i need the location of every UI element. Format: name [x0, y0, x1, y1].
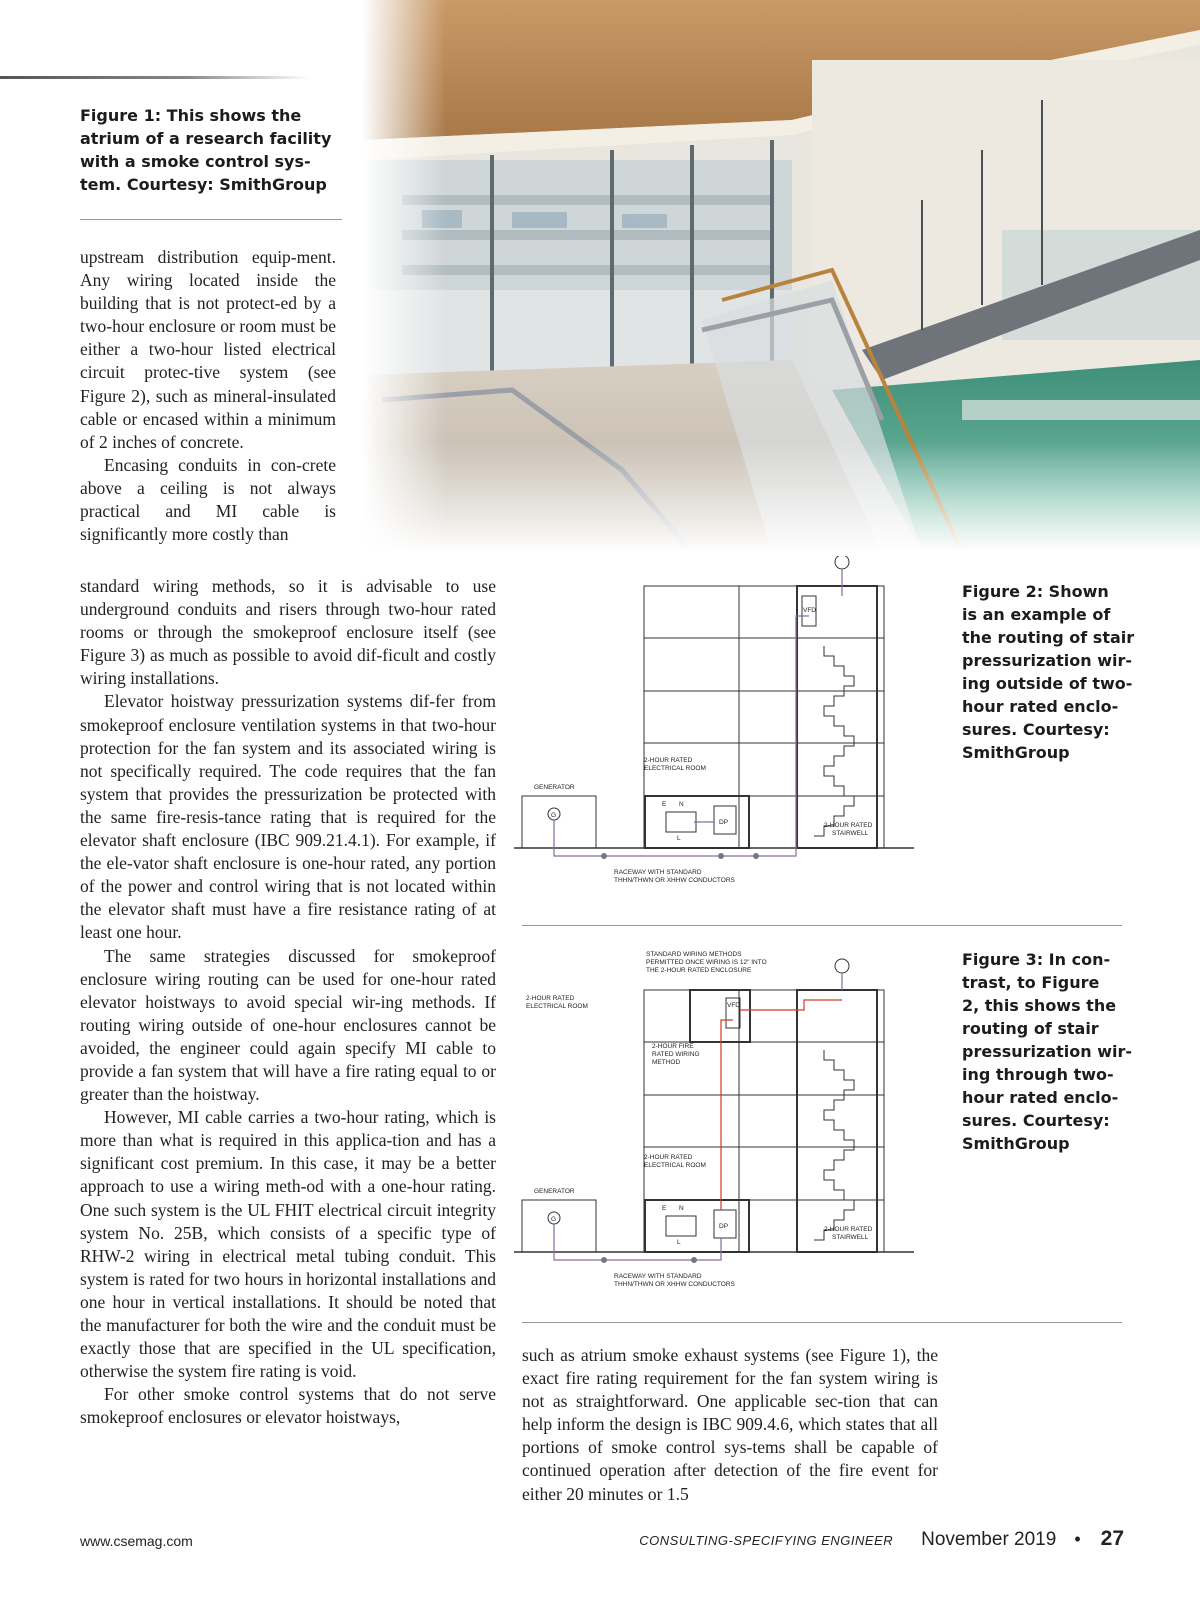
- fan-symbol: [835, 959, 849, 973]
- label-elec-room-1: 2-HOUR RATED: [644, 757, 693, 764]
- figure2-caption: Figure 2: Shown is an example of the routing of stair pressurization wir- ing outside of two- hour rated enclo- sures. Courtesy: SmithGroup: [962, 582, 1135, 762]
- upper-electrical-room: [690, 990, 750, 1042]
- label-stair-1: 2-HOUR RATED: [824, 822, 873, 829]
- header-rule: [0, 76, 310, 79]
- paragraph: The same strategies discussed for smokeproof enclosure wiring routing can be used for one-hour rated elevator hoistways to avoid special wir-ing methods. If routing wiring outside of one-hour enclosures cannot be avoided, the engineer could again specify MI cable to provide a fan system that will have a fire rating equal to or greater than the hoistway.: [80, 945, 496, 1105]
- figure2-wiring-diagram: [514, 556, 944, 901]
- footer-bullet: •: [1074, 1529, 1081, 1549]
- footer-date: November 2019: [921, 1529, 1057, 1550]
- stairwell: [797, 586, 877, 848]
- building-outline: [644, 990, 884, 1252]
- label-l: L: [677, 1239, 681, 1246]
- footer-website[interactable]: www.csemag.com: [80, 1533, 193, 1549]
- paragraph: upstream distribution equip-ment. Any wiring located inside the building that is not protect-ed by a two-hour enclosure or room must be either a two-hour listed electrical circuit protec-tive system (see Figure 2), such as mineral-insulated cable or encased within a minimum of 2 inches of concrete.: [80, 247, 336, 452]
- label-vfd: VFD: [803, 607, 816, 614]
- label-stair-2: STAIRWELL: [832, 1234, 869, 1241]
- label-fire-1: 2-HOUR FIRE: [652, 1043, 694, 1050]
- building-outline: [644, 586, 884, 848]
- column-left-text: [80, 575, 496, 1429]
- label-elec-room-2: ELECTRICAL ROOM: [644, 1162, 706, 1169]
- paragraph: For other smoke control systems that do not serve smokeproof enclosures or elevator hoistways,: [80, 1384, 496, 1428]
- column-top-text: [80, 246, 336, 546]
- label-n: N: [679, 801, 684, 808]
- label-upper-room-2: ELECTRICAL ROOM: [526, 1003, 588, 1010]
- label-g: G: [551, 812, 557, 819]
- label-fire-3: METHOD: [652, 1059, 681, 1066]
- label-std-3: THE 2-HOUR RATED ENCLOSURE: [646, 967, 752, 974]
- label-n: N: [679, 1205, 684, 1212]
- label-raceway-2: THHN/THWN OR XHHW CONDUCTORS: [614, 1281, 735, 1288]
- label-vfd: VFD: [727, 1002, 740, 1009]
- footer-magazine: CONSULTING-SPECIFYING ENGINEER: [639, 1533, 894, 1548]
- label-generator: GENERATOR: [534, 1188, 575, 1195]
- fan-symbol: [835, 556, 849, 569]
- label-elec-room-2: ELECTRICAL ROOM: [644, 765, 706, 772]
- label-std-2: PERMITTED ONCE WIRING IS 12" INTO: [646, 959, 767, 966]
- label-raceway-1: RACEWAY WITH STANDARD: [614, 869, 702, 876]
- paragraph: such as atrium smoke exhaust systems (see Figure 1), the exact fire rating requirement for the fan system wiring is not as straightforward. One applicable sec-tion that can help inform the design is IBC 909.4.6, which states that all portions of smoke control sys-tems shall be capable of continued operation after detection of the fire event for either 20 minutes or 1.5: [522, 1345, 938, 1504]
- figure-divider: [522, 1322, 1122, 1323]
- paragraph: However, MI cable carries a two-hour rating, which is more than what is required in this applica-tion and has a significant cost premium. In this case, it may be a better approach to use a wiring meth-od with a one-hour rating. One such system is the UL FHIT electrical circuit integrity system No. 25B, which consists of a specific type of RHW-2 wiring in electrical metal tubing conduit. This system is rated for two hours in horizontal installations and one hour in vertical installations. It should be noted that the manufacturer for both the wire and the conduit must be exactly those that are specified in the UL specification, otherwise the system fire rating is void.: [80, 1107, 496, 1382]
- paragraph: standard wiring methods, so it is advisable to use underground conduits and risers through two-hour rated rooms or through the smokeproof enclosure itself (see Figure 3) as much as possible to avoid dif-ficult and costly wiring installations.: [80, 576, 496, 689]
- standard-wiring: [554, 569, 842, 856]
- label-e: E: [662, 1205, 667, 1212]
- standard-wiring: [554, 973, 842, 1260]
- label-generator: GENERATOR: [534, 784, 575, 791]
- label-raceway-2: THHN/THWN OR XHHW CONDUCTORS: [614, 877, 735, 884]
- figure3-caption: Figure 3: In con- trast, to Figure 2, this shows the routing of stair pressurization wir- ing through two- hour rated enclo- sures. Courtesy: SmithGroup: [962, 950, 1132, 1153]
- label-elec-room-1: 2-HOUR RATED: [644, 1154, 693, 1161]
- label-e: E: [662, 801, 667, 808]
- paragraph: Elevator hoistway pressurization systems dif-fer from smokeproof enclosure ventilation systems in that two-hour protection for the fan system and its associated wiring is not specifically required. The code requires that the fan system that provides the pressurization be protected with the same fire-resis-tance rating that is required for the elevator shaft enclosure (IBC 909.21.4.1). For example, if the ele-vator shaft enclosure is one-hour rated, any portion of the power and control wiring that is not located within the elevator shaft must have a fire resistance rating of at least one hour.: [80, 691, 496, 943]
- column-right-text: [522, 1344, 938, 1506]
- generator-box: [522, 1200, 596, 1252]
- stairwell: [797, 990, 877, 1252]
- figure3-wiring-diagram: [514, 950, 944, 1310]
- paragraph: Encasing conduits in con-crete above a ceiling is not always practical and MI cable is significantly more costly than: [80, 454, 336, 545]
- atrium-illustration: [362, 0, 1200, 552]
- label-raceway-1: RACEWAY WITH STANDARD: [614, 1273, 702, 1280]
- page-number: 27: [1100, 1527, 1124, 1550]
- generator-box: [522, 796, 596, 848]
- label-l: L: [677, 835, 681, 842]
- caption-divider: [80, 219, 342, 220]
- label-g: G: [551, 1216, 557, 1223]
- figure1-atrium-photo: [362, 0, 1200, 552]
- label-upper-room-1: 2-HOUR RATED: [526, 995, 575, 1002]
- footer-info: [639, 1527, 1124, 1551]
- label-stair-2: STAIRWELL: [832, 830, 869, 837]
- label-dp: DP: [719, 1223, 729, 1230]
- label-dp: DP: [719, 819, 729, 826]
- figure-divider: [522, 925, 1122, 926]
- label-std-1: STANDARD WIRING METHODS: [646, 951, 742, 958]
- label-fire-2: RATED WIRING: [652, 1051, 700, 1058]
- label-stair-1: 2-HOUR RATED: [824, 1226, 873, 1233]
- figure1-caption: Figure 1: This shows the atrium of a research facility with a smoke control sys- tem. Courtesy: SmithGroup: [80, 106, 332, 194]
- electrical-room: [645, 1200, 749, 1252]
